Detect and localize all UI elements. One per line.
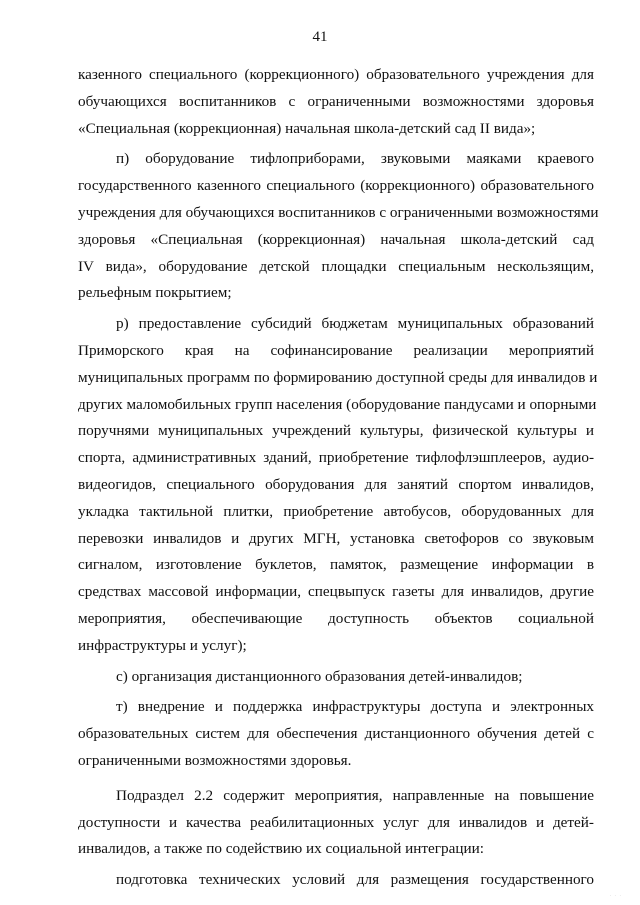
text-line: других маломобильных групп населения (оборудование пандусами и опорными	[78, 395, 597, 413]
text-line: здоровья «Специальная (коррекционная) начальная школа-детский сад	[78, 230, 594, 248]
paragraph	[78, 867, 594, 894]
text-line: «Специальная (коррекционная) начальная школа-детский сад II вида»;	[78, 119, 536, 137]
text-line: спорта, административных зданий, приобретение тифлофлэшплееров, аудио-	[78, 449, 594, 467]
document-body	[78, 62, 599, 894]
text-line: IV вида», оборудование детской площадки специальным нескользящим,	[78, 257, 594, 275]
text-line: ограниченными возможностями здоровья.	[78, 751, 352, 769]
text-line: перевозки инвалидов и других МГН, установка светофоров со звуковым	[78, 529, 594, 547]
text-line: образовательных систем для обеспечения дистанционного обучения детей с	[78, 725, 594, 743]
text-line: п) оборудование тифлоприборами, звуковыми маяками краевого	[116, 150, 594, 168]
text-line: инвалидов, а также по содействию их социальной интеграции:	[78, 840, 484, 858]
paragraph	[78, 311, 598, 659]
text-line: инфраструктуры и услуг);	[78, 636, 247, 654]
paragraph	[78, 664, 594, 691]
text-line: учреждения для обучающихся воспитанников с ограниченными возможностями	[78, 203, 599, 221]
text-line: укладка тактильной плитки, приобретение автобусов, оборудованных для	[78, 502, 594, 520]
text-line: подготовка технических условий для размещения государственного	[116, 871, 594, 889]
text-line: Приморского края на софинансирование реализации мероприятий	[78, 341, 594, 359]
page-number: 41	[312, 29, 328, 45]
text-line: государственного казенного специального (коррекционного) образовательного	[78, 177, 594, 195]
text-line: поручнями муниципальных учреждений культуры, физической культуры и	[78, 422, 594, 440]
text-line: обучающихся воспитанников с ограниченными возможностями здоровья	[78, 92, 594, 110]
text-line: видеогидов, специального оборудования для занятий спортом инвалидов,	[78, 475, 594, 493]
paragraph	[78, 694, 594, 774]
text-line: с) организация дистанционного образования детей-инвалидов;	[116, 667, 523, 685]
text-line: муниципальных программ по формированию доступной среды для инвалидов и	[78, 368, 598, 386]
text-line: р) предоставление субсидий бюджетам муниципальных образований	[116, 315, 594, 333]
text-line: Подраздел 2.2 содержит мероприятия, направленные на повышение	[116, 786, 594, 804]
text-line: казенного специального (коррекционного) образовательного учреждения для	[78, 66, 594, 83]
paragraph	[78, 62, 594, 142]
paragraph	[78, 146, 599, 307]
scan-artifact: · · ·	[609, 894, 622, 899]
text-line: доступности и качества реабилитационных услуг для инвалидов и детей-	[78, 813, 594, 831]
text-line: средствах массовой информации, спецвыпуск газеты для инвалидов, другие	[78, 583, 594, 601]
text-line: сигналом, изготовление буклетов, памяток, размещение информации в	[78, 556, 594, 574]
paragraph	[78, 783, 594, 863]
text-line: рельефным покрытием;	[78, 284, 232, 302]
text-line: мероприятия, обеспечивающие доступность объектов социальной	[78, 609, 594, 627]
text-line: т) внедрение и поддержка инфраструктуры доступа и электронных	[116, 698, 594, 716]
